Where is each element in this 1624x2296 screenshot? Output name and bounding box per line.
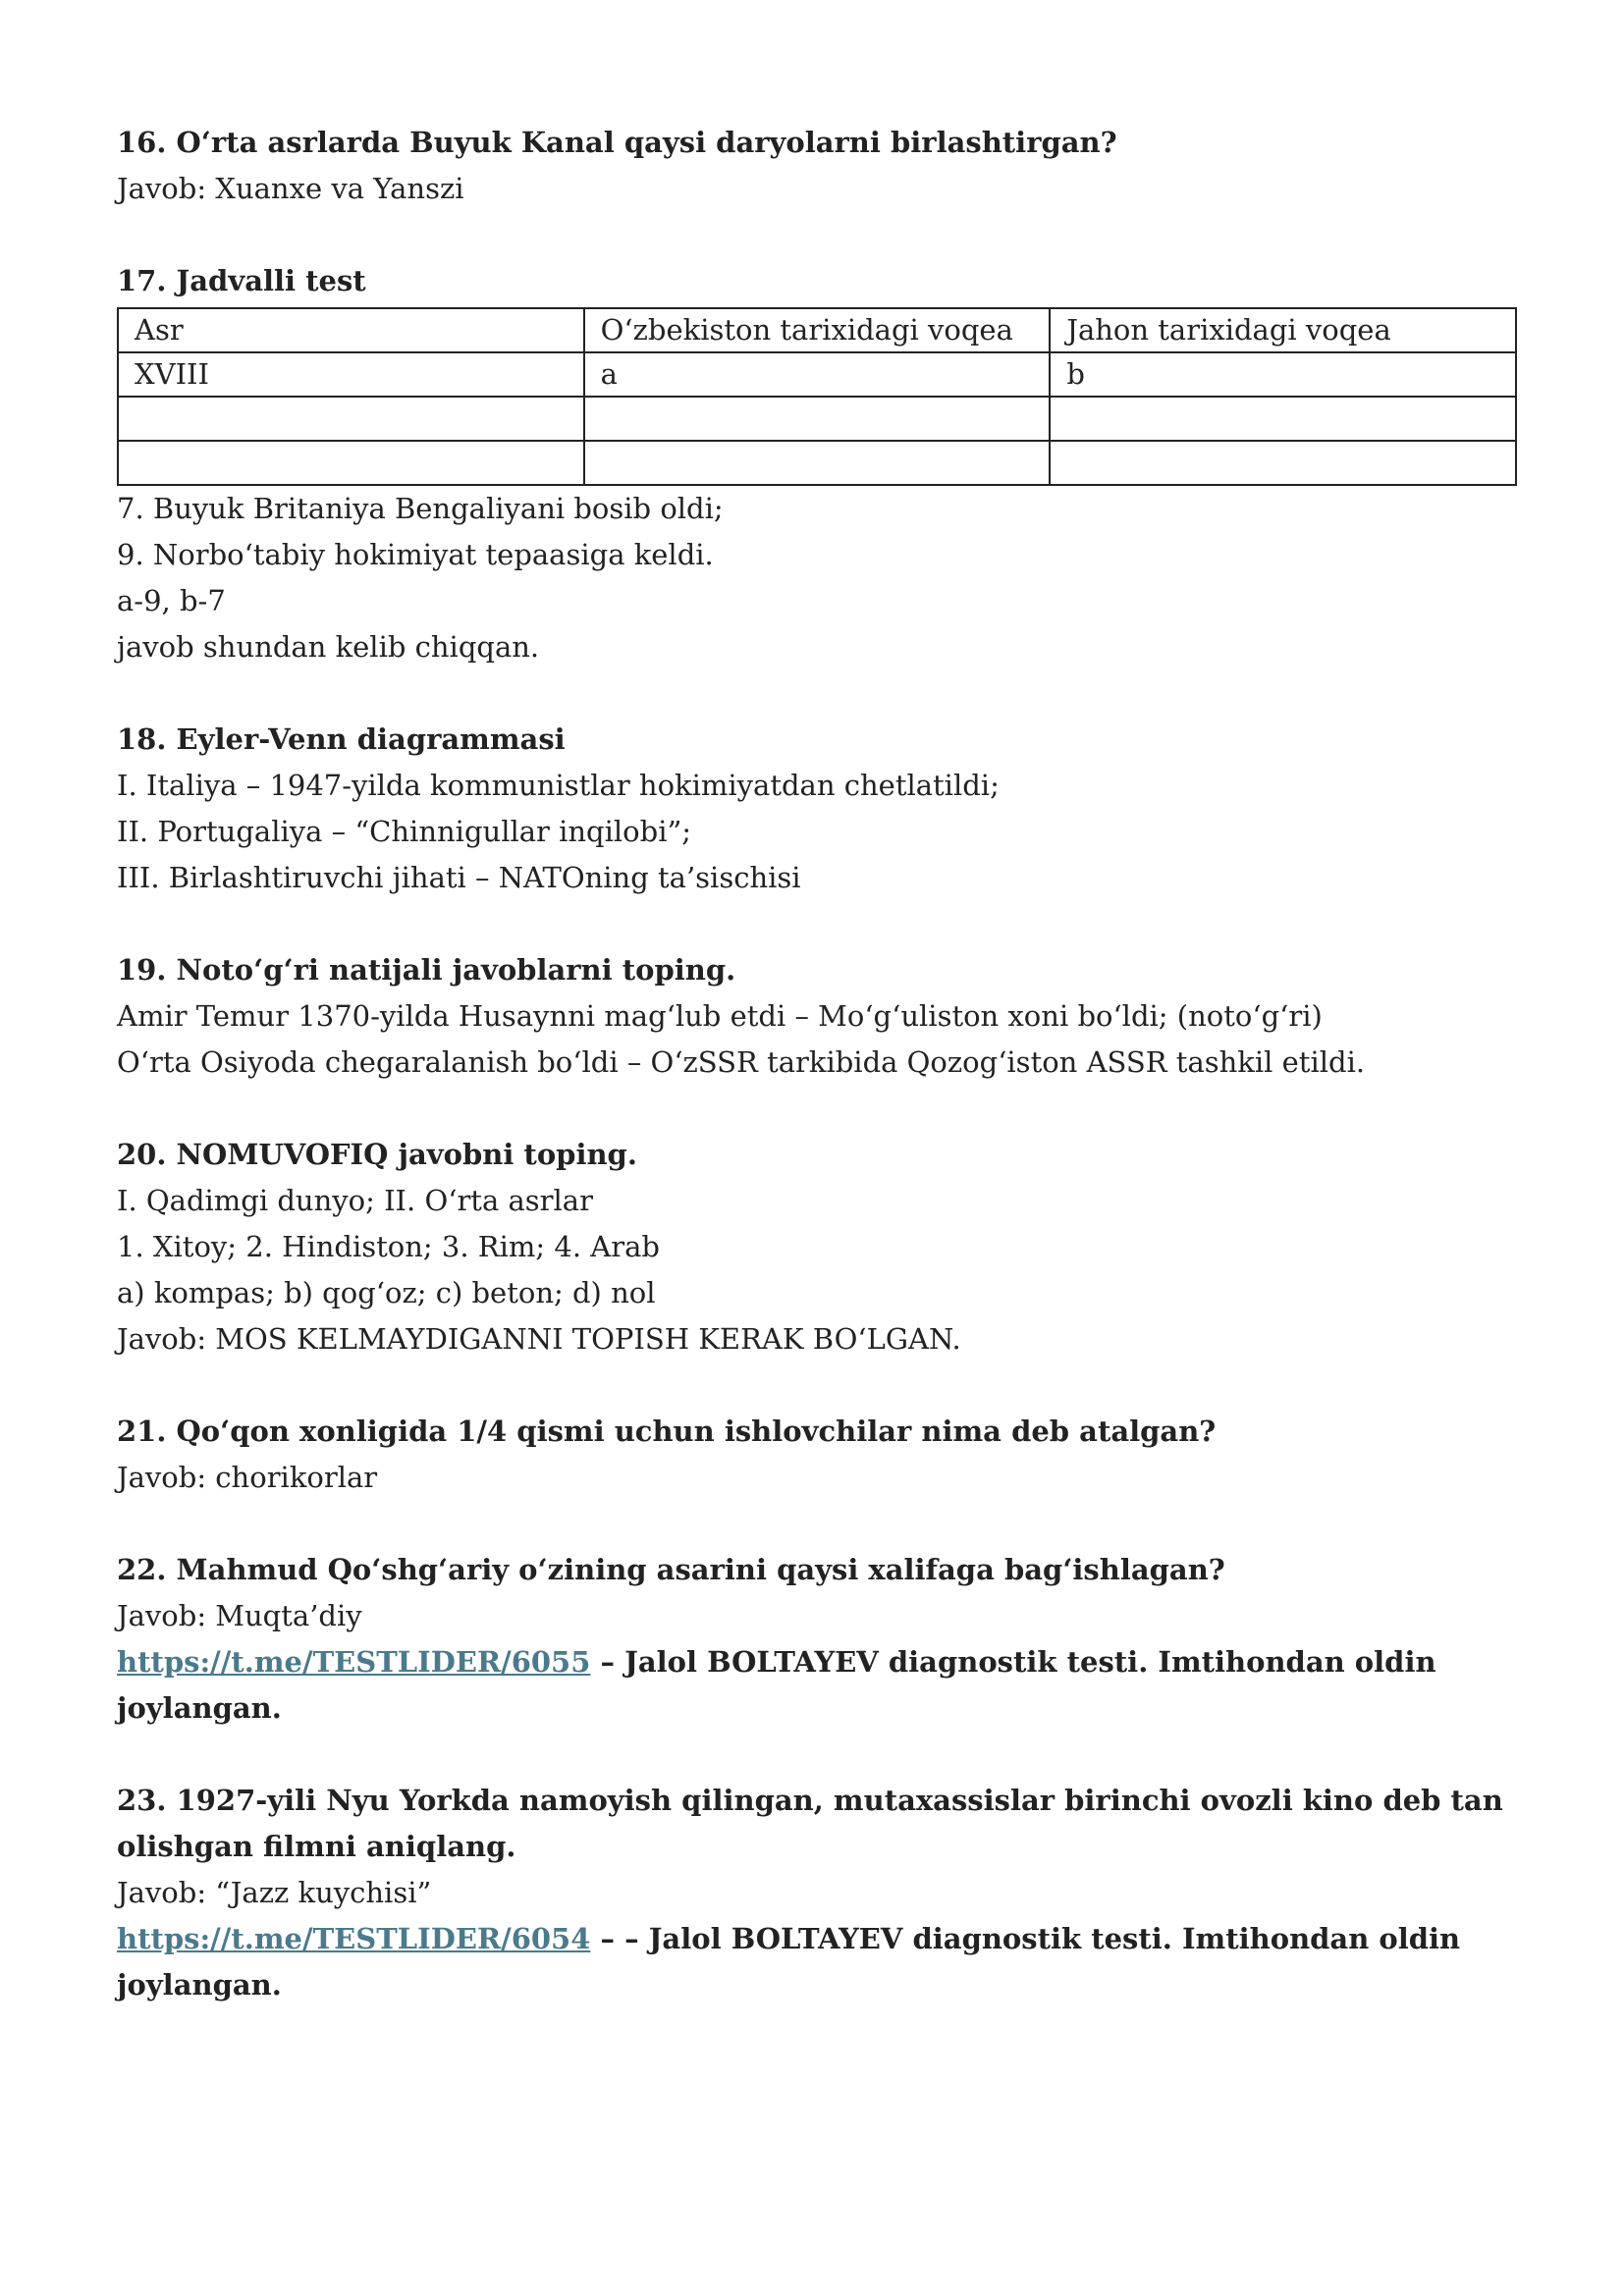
answer-18-line: II. Portugaliya – “Chinnigullar inqilobi”;	[117, 815, 692, 848]
document-page	[117, 120, 1517, 2008]
question-18: 18. Eyler-Venn diagrammasi	[117, 722, 566, 756]
question-16: 16. O‘rta asrlarda Buyuk Kanal qaysi daryolarni birlashtirgan?	[117, 126, 1117, 159]
telegram-link[interactable]: https://t.me/TESTLIDER/6055	[117, 1645, 591, 1679]
table-cell: b	[1050, 352, 1516, 397]
table-cell	[584, 441, 1051, 485]
answer-18-line: I. Italiya – 1947-yilda kommunistlar hokimiyatdan chetlatildi;	[117, 769, 1000, 802]
answer-17-line: 7. Buyuk Britaniya Bengaliyani bosib oldi;	[117, 492, 724, 525]
question-21: 21. Qo‘qon xonligida 1/4 qismi uchun ishlovchilar nima deb atalgan?	[117, 1415, 1217, 1448]
table-cell	[584, 397, 1051, 441]
source-note-text: – Jalol BOLTAYEV diagnostik testi. Imtihondan oldin joylangan.	[117, 1645, 1436, 1725]
answer-16: Javob: Xuanxe va Yanszi	[117, 172, 464, 205]
table-cell: a	[584, 352, 1051, 397]
table-header-row	[118, 308, 1516, 352]
question-22: 22. Mahmud Qo‘shg‘ariy o‘zining asarini qaysi xalifaga bag‘ishlagan?	[117, 1553, 1225, 1586]
table-cell: XVIII	[118, 352, 584, 397]
answer-20-line: Javob: MOS KELMAYDIGANNI TOPISH KERAK BO‘LGAN.	[117, 1322, 961, 1356]
table-row	[118, 397, 1516, 441]
table-cell	[1050, 397, 1516, 441]
answer-23: Javob: “Jazz kuychisi”	[117, 1876, 432, 1909]
answer-20-line: a) kompas; b) qog‘oz; c) beton; d) nol	[117, 1276, 656, 1309]
answer-17-line: javob shundan kelib chiqqan.	[117, 630, 540, 664]
answer-22: Javob: Muqta’diy	[117, 1599, 362, 1632]
history-table	[117, 307, 1517, 486]
source-note-text: – – Jalol BOLTAYEV diagnostik testi. Imtihondan oldin joylangan.	[117, 1922, 1461, 2002]
question-19: 19. Noto‘g‘ri natijali javoblarni toping.	[117, 953, 736, 987]
source-note-23	[117, 1916, 1517, 2008]
answer-17-line: a-9, b-7	[117, 584, 226, 617]
table-header-cell: Asr	[118, 308, 584, 352]
question-17: 17. Jadvalli test	[117, 264, 366, 297]
answer-21: Javob: chorikorlar	[117, 1461, 378, 1494]
table-row	[118, 441, 1516, 485]
table-row	[118, 352, 1516, 397]
source-note-22	[117, 1639, 1517, 1732]
table-header-cell: Jahon tarixidagi voqea	[1050, 308, 1516, 352]
answer-19-line: Amir Temur 1370-yilda Husaynni mag‘lub etdi – Mo‘g‘uliston xoni bo‘ldi; (noto‘g‘ri)	[117, 999, 1323, 1033]
answer-19-line: O‘rta Osiyoda chegaralanish bo‘ldi – O‘zSSR tarkibida Qozog‘iston ASSR tashkil etildi.	[117, 1045, 1366, 1079]
answer-18-line: III. Birlashtiruvchi jihati – NATOning ta’sischisi	[117, 861, 801, 894]
table-cell	[1050, 441, 1516, 485]
question-20: 20. NOMUVOFIQ javobni toping.	[117, 1138, 637, 1171]
answer-20-line: 1. Xitoy; 2. Hindiston; 3. Rim; 4. Arab	[117, 1230, 660, 1263]
answer-17-line: 9. Norbo‘tabiy hokimiyat tepaasiga keldi.	[117, 538, 714, 571]
question-23: 23. 1927-yili Nyu Yorkda namoyish qilingan, mutaxassislar birinchi ovozli kino deb tan olishgan filmni aniqlang.	[117, 1784, 1503, 1863]
answer-20-line: I. Qadimgi dunyo; II. O‘rta asrlar	[117, 1184, 593, 1217]
table-cell	[118, 441, 584, 485]
table-header-cell: O‘zbekiston tarixidagi voqea	[584, 308, 1051, 352]
table-cell	[118, 397, 584, 441]
telegram-link[interactable]: https://t.me/TESTLIDER/6054	[117, 1922, 591, 1955]
